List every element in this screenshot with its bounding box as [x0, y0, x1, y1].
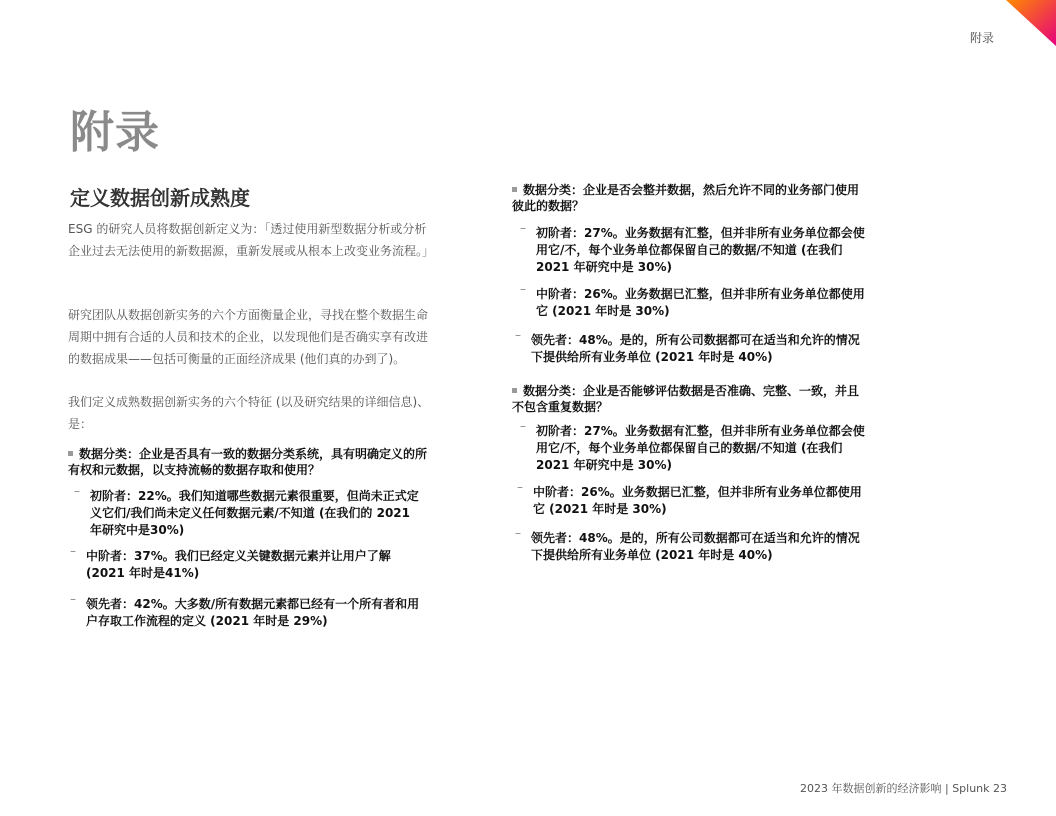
dash-icon: –	[520, 221, 526, 235]
group-1-item: – 领先者：42%。大多数/所有数据元素都已经有一个所有者和用户存取工作流程的定义 (2021 年时是 29%)	[70, 592, 420, 628]
dash-icon: –	[74, 484, 80, 498]
method-paragraph: 研究团队从数据创新实务的六个方面衡量企业，寻找在整个数据生命周期中拥有合适的人员和技术的企业，以发现他们是否确实享有改进的数据成果——包括可衡量的正面经济成果 (他们真的办到了)。	[68, 308, 429, 366]
group-2-item: – 初阶者：27%。业务数据有汇整，但并非所有业务单位都会使用它/不，每个业务单位都保留自己的数据/不知道 (在我们 2021 年研究中是 30%)	[520, 221, 865, 274]
dash-icon: –	[515, 526, 521, 540]
dash-icon: –	[70, 592, 76, 606]
section-title: 定义数据创新成熟度	[70, 186, 250, 210]
group-2-item: – 中阶者：26%。业务数据已汇整，但并非所有业务单位都使用它 (2021 年时是 30%)	[520, 282, 865, 318]
group-3-heading: 数据分类：企业是否能够评估数据是否准确、完整、一致，并且不包含重复数据？	[512, 384, 860, 414]
square-bullet-icon	[68, 451, 73, 456]
group-2-heading: 数据分类：企业是否会整并数据，然后允许不同的业务部门使用彼此的数据？	[512, 183, 860, 213]
group-2-item: – 领先者：48%。是的，所有公司数据都可在适当和允许的情况下提供给所有业务单位 (2021 年时是 40%)	[515, 328, 860, 364]
square-bullet-icon	[512, 388, 517, 393]
dash-icon: –	[517, 480, 523, 494]
page-title: 附录	[70, 107, 160, 158]
group-3-item: – 领先者：48%。是的，所有公司数据都可在适当和允许的情况下提供给所有业务单位 (2021 年时是 40%)	[515, 526, 860, 562]
group-3-item: – 中阶者：26%。业务数据已汇整，但并非所有业务单位都使用它 (2021 年时是 30%)	[517, 480, 862, 516]
header-section-label: 附录	[970, 31, 995, 45]
dash-icon: –	[520, 419, 526, 433]
group-1-item: – 初阶者：22%。我们知道哪些数据元素很重要，但尚未正式定义它们/我们尚未定义任何数据元素/不知道 (在我们的 2021 年研究中是30%)	[74, 484, 419, 537]
characteristics-paragraph: 我们定义成熟数据创新实务的六个特征 (以及研究结果的详细信息)、是：	[68, 395, 430, 431]
group-1-item: – 中阶者：37%。我们已经定义关键数据元素并让用户了解 (2021 年时是41%)	[70, 544, 391, 580]
square-bullet-icon	[512, 187, 517, 192]
dash-icon: –	[520, 282, 526, 296]
dash-icon: –	[515, 328, 521, 342]
dash-icon: –	[70, 544, 76, 558]
group-1-heading: 数据分类：企业是否具有一致的数据分类系统，具有明确定义的所有权和元数据，以支持流畅的数据存取和使用？	[68, 447, 428, 477]
group-3-item: – 初阶者：27%。业务数据有汇整，但并非所有业务单位都会使用它/不，每个业务单位都保留自己的数据/不知道 (在我们 2021 年研究中是 30%)	[520, 419, 865, 472]
intro-paragraph: ESG 的研究人员将数据创新定义为：「透过使用新型数据分析或分析企业过去无法使用的新数据源，重新发展或从根本上改变业务流程。」	[68, 222, 435, 258]
corner-accent-graphic	[1006, 0, 1056, 46]
page-footer: 2023 年数据创新的经济影响 | Splunk 23	[800, 782, 1008, 795]
